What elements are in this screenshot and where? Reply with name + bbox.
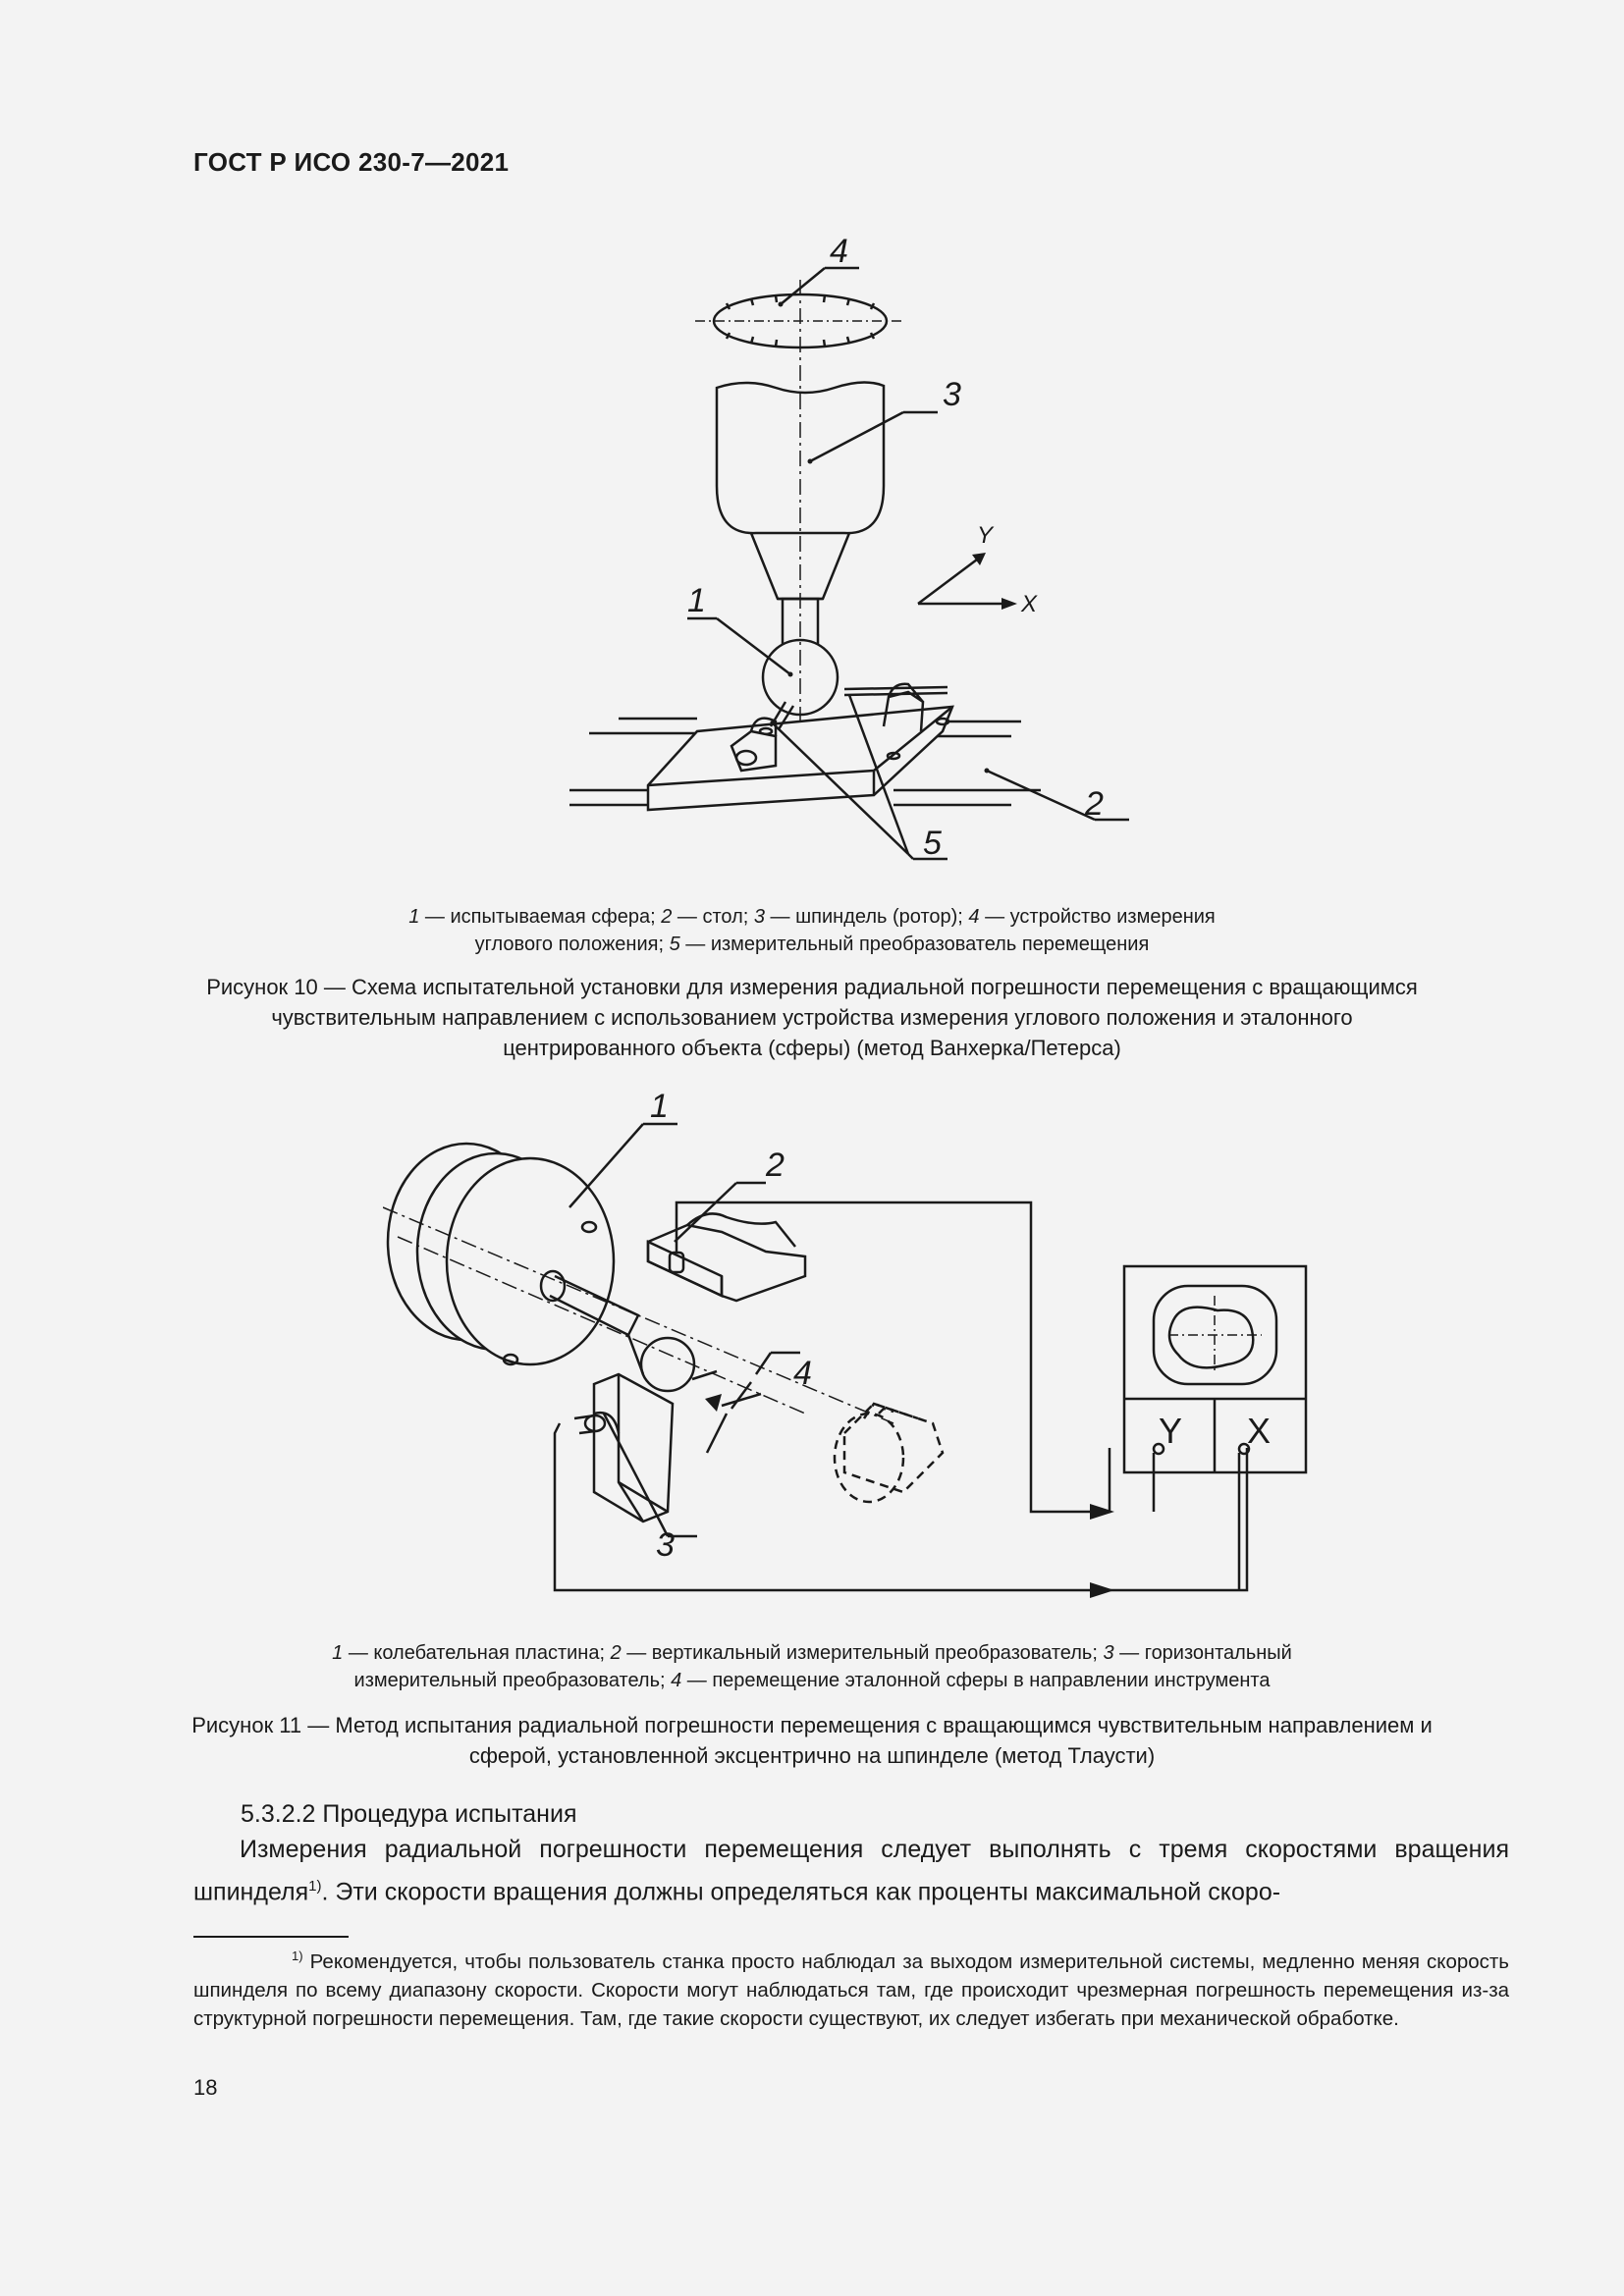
section-title: 5.3.2.2 Процедура испытания — [241, 1800, 577, 1828]
figure-10-diagram — [550, 221, 1139, 888]
fig10-callout-1: 1 — [687, 582, 706, 619]
figure-11-diagram — [383, 1080, 1326, 1610]
footnote: $^{1)}$ Рекомендуется, чтобы пользователь станка просто наблюдал за выходом измерительной системы, медленно меняя скорость шпинделя по всему диапазону скорости. Скорости могут наблюдаться там, где происходит чрезмерная погрешность перемещения из-за структурной погрешности перемещения. Там, где такие скорости существуют, их следует избегать при механической обработке. — [193, 1949, 1509, 2030]
footnote-ref[interactable]: 1) — [308, 1878, 322, 1895]
document-header: ГОСТ Р ИСО 230-7—2021 — [193, 147, 510, 177]
section-paragraph: Измерения радиальной погрешности перемещения следует выполнять с тремя скоростями вращения шпинделя$^{1)}$. Эти скорости вращения должны определяться как проценты максимальной скоро- — [193, 1836, 1509, 1906]
fig10-callout-5: 5 — [923, 825, 942, 862]
figure-10-caption: Рисунок 10 — Схема испытательной установки для измерения радиальной погрешности перемещения с вращающимся чувствительным направлением с использованием устройства измерения углового положения и эталонного центрированного объекта (сферы) (метод Ванхерка/Петерса) — [206, 975, 1418, 1060]
fig11-callout-2: 2 — [766, 1147, 785, 1184]
figure-11-caption: Рисунок 11 — Метод испытания радиальной погрешности перемещения с вращающимся чувствительным направлением и сферой, установленной эксцентрично на шпинделе (метод Тлаусти) — [191, 1713, 1433, 1768]
fig10-axis-x: X — [1021, 591, 1038, 617]
fig10-callout-2: 2 — [1085, 785, 1104, 823]
figure-10-legend: 1 — испытываемая сфера; 2 — стол; 3 — шпиндель (ротор); 4 — устройство измерения углового положения; 5 — измерительный преобразователь перемещения — [408, 906, 1216, 955]
fig10-callout-4: 4 — [830, 233, 848, 270]
fig10-callout-3: 3 — [943, 376, 961, 413]
fig11-callout-4: 4 — [793, 1355, 812, 1392]
fig10-axis-y: Y — [977, 522, 994, 549]
fig11-callout-1: 1 — [650, 1088, 669, 1125]
page-number: 18 — [193, 2075, 218, 2100]
fig11-channel-x: X — [1247, 1411, 1272, 1451]
footnote-rule — [193, 1936, 349, 1938]
fig11-callout-3: 3 — [656, 1526, 675, 1564]
figure-11-legend: 1 — колебательная пластина; 2 — вертикальный измерительный преобразователь; 3 — горизонтальный измерительный преобразователь; 4 — перемещение эталонной сферы в направлении инструмента — [332, 1642, 1292, 1691]
fig11-channel-y: Y — [1159, 1411, 1183, 1451]
